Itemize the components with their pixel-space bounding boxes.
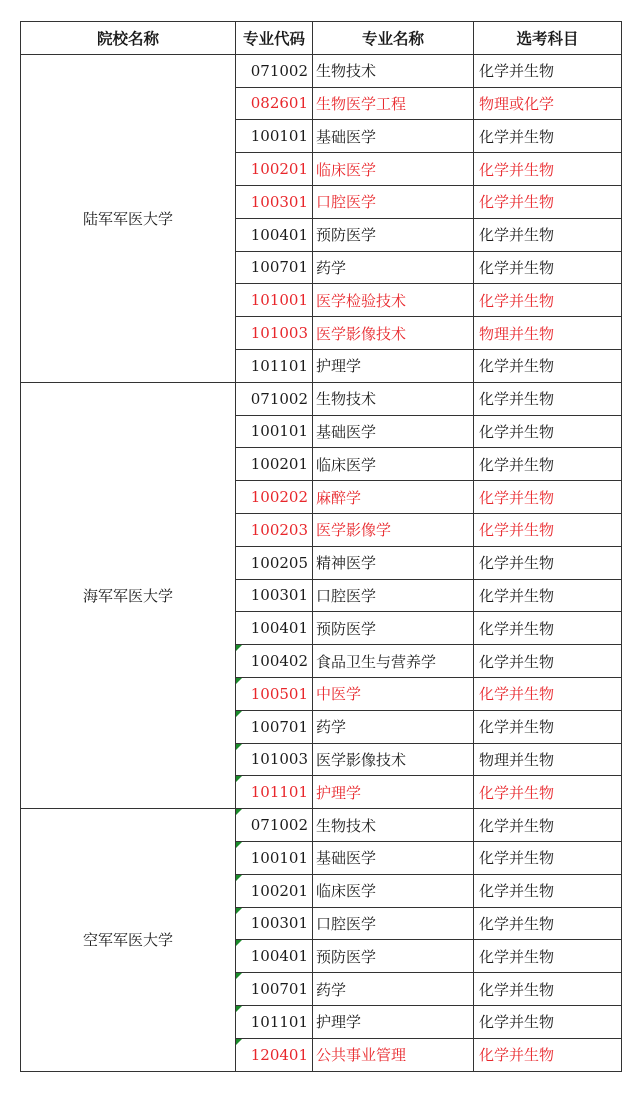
major-name-cell: 临床医学 <box>313 448 474 481</box>
major-code-cell: 100202 <box>236 481 313 514</box>
major-name-cell: 药学 <box>313 251 474 284</box>
subject-cell: 化学并生物 <box>474 973 622 1006</box>
major-name-cell: 临床医学 <box>313 874 474 907</box>
header-subject: 选考科目 <box>474 22 622 55</box>
subject-cell: 化学并生物 <box>474 54 622 87</box>
admission-table <box>20 21 622 1072</box>
subject-cell: 化学并生物 <box>474 907 622 940</box>
subject-cell: 化学并生物 <box>474 940 622 973</box>
major-code-cell: 120401 <box>236 1038 313 1071</box>
subject-cell: 化学并生物 <box>474 415 622 448</box>
major-code-cell: 071002 <box>236 809 313 842</box>
header-row <box>21 22 622 55</box>
major-code-cell: 100401 <box>236 218 313 251</box>
subject-cell: 化学并生物 <box>474 776 622 809</box>
table-row <box>21 809 622 842</box>
major-code-cell: 100301 <box>236 185 313 218</box>
subject-cell: 化学并生物 <box>474 120 622 153</box>
major-name-cell: 口腔医学 <box>313 185 474 218</box>
major-name-cell: 基础医学 <box>313 415 474 448</box>
subject-cell: 化学并生物 <box>474 251 622 284</box>
subject-cell: 化学并生物 <box>474 284 622 317</box>
subject-cell: 化学并生物 <box>474 185 622 218</box>
major-code-cell: 101001 <box>236 284 313 317</box>
major-name-cell: 生物技术 <box>313 809 474 842</box>
major-code-cell: 100203 <box>236 513 313 546</box>
major-code-cell: 101003 <box>236 317 313 350</box>
major-name-cell: 生物技术 <box>313 382 474 415</box>
major-code-cell: 071002 <box>236 382 313 415</box>
major-name-cell: 基础医学 <box>313 841 474 874</box>
subject-cell: 化学并生物 <box>474 218 622 251</box>
major-name-cell: 护理学 <box>313 349 474 382</box>
subject-cell: 化学并生物 <box>474 579 622 612</box>
major-code-cell: 100201 <box>236 153 313 186</box>
subject-cell: 化学并生物 <box>474 677 622 710</box>
school-name-cell: 海军军医大学 <box>21 382 236 808</box>
major-name-cell: 药学 <box>313 710 474 743</box>
major-code-cell: 100101 <box>236 415 313 448</box>
header-school: 院校名称 <box>21 22 236 55</box>
school-name-cell: 陆军军医大学 <box>21 54 236 382</box>
major-name-cell: 临床医学 <box>313 153 474 186</box>
table-row <box>21 54 622 87</box>
major-code-cell: 100402 <box>236 645 313 678</box>
major-code-cell: 100301 <box>236 907 313 940</box>
subject-cell: 化学并生物 <box>474 841 622 874</box>
subject-cell: 化学并生物 <box>474 1005 622 1038</box>
major-name-cell: 预防医学 <box>313 218 474 251</box>
major-name-cell: 医学影像技术 <box>313 317 474 350</box>
major-code-cell: 100701 <box>236 973 313 1006</box>
major-name-cell: 医学检验技术 <box>313 284 474 317</box>
school-name-cell: 空军军医大学 <box>21 809 236 1071</box>
major-name-cell: 口腔医学 <box>313 579 474 612</box>
major-code-cell: 100301 <box>236 579 313 612</box>
table-row <box>21 382 622 415</box>
subject-cell: 化学并生物 <box>474 710 622 743</box>
major-code-cell: 100401 <box>236 612 313 645</box>
major-name-cell: 公共事业管理 <box>313 1038 474 1071</box>
subject-cell: 化学并生物 <box>474 481 622 514</box>
subject-cell: 化学并生物 <box>474 153 622 186</box>
subject-cell: 化学并生物 <box>474 513 622 546</box>
major-name-cell: 医学影像学 <box>313 513 474 546</box>
major-code-cell: 101101 <box>236 1005 313 1038</box>
major-name-cell: 生物医学工程 <box>313 87 474 120</box>
major-code-cell: 100701 <box>236 710 313 743</box>
major-code-cell: 100201 <box>236 448 313 481</box>
major-name-cell: 护理学 <box>313 1005 474 1038</box>
major-name-cell: 预防医学 <box>313 940 474 973</box>
major-code-cell: 100201 <box>236 874 313 907</box>
major-code-cell: 100101 <box>236 120 313 153</box>
major-code-cell: 101101 <box>236 776 313 809</box>
major-name-cell: 口腔医学 <box>313 907 474 940</box>
subject-cell: 化学并生物 <box>474 1038 622 1071</box>
subject-cell: 化学并生物 <box>474 448 622 481</box>
major-name-cell: 药学 <box>313 973 474 1006</box>
major-name-cell: 麻醉学 <box>313 481 474 514</box>
major-name-cell: 护理学 <box>313 776 474 809</box>
subject-cell: 化学并生物 <box>474 645 622 678</box>
major-code-cell: 082601 <box>236 87 313 120</box>
major-code-cell: 100205 <box>236 546 313 579</box>
subject-cell: 化学并生物 <box>474 809 622 842</box>
table-body <box>21 54 622 1071</box>
major-name-cell: 基础医学 <box>313 120 474 153</box>
major-name-cell: 中医学 <box>313 677 474 710</box>
header-code: 专业代码 <box>236 22 313 55</box>
major-code-cell: 100401 <box>236 940 313 973</box>
major-code-cell: 101003 <box>236 743 313 776</box>
major-name-cell: 预防医学 <box>313 612 474 645</box>
subject-cell: 化学并生物 <box>474 612 622 645</box>
subject-cell: 化学并生物 <box>474 546 622 579</box>
subject-cell: 化学并生物 <box>474 349 622 382</box>
major-name-cell: 食品卫生与营养学 <box>313 645 474 678</box>
major-code-cell: 100501 <box>236 677 313 710</box>
subject-cell: 物理并生物 <box>474 317 622 350</box>
header-major: 专业名称 <box>313 22 474 55</box>
subject-cell: 物理或化学 <box>474 87 622 120</box>
subject-cell: 化学并生物 <box>474 382 622 415</box>
subject-cell: 物理并生物 <box>474 743 622 776</box>
major-name-cell: 生物技术 <box>313 54 474 87</box>
subject-cell: 化学并生物 <box>474 874 622 907</box>
major-name-cell: 医学影像技术 <box>313 743 474 776</box>
major-code-cell: 100101 <box>236 841 313 874</box>
major-name-cell: 精神医学 <box>313 546 474 579</box>
major-code-cell: 101101 <box>236 349 313 382</box>
major-code-cell: 100701 <box>236 251 313 284</box>
major-code-cell: 071002 <box>236 54 313 87</box>
